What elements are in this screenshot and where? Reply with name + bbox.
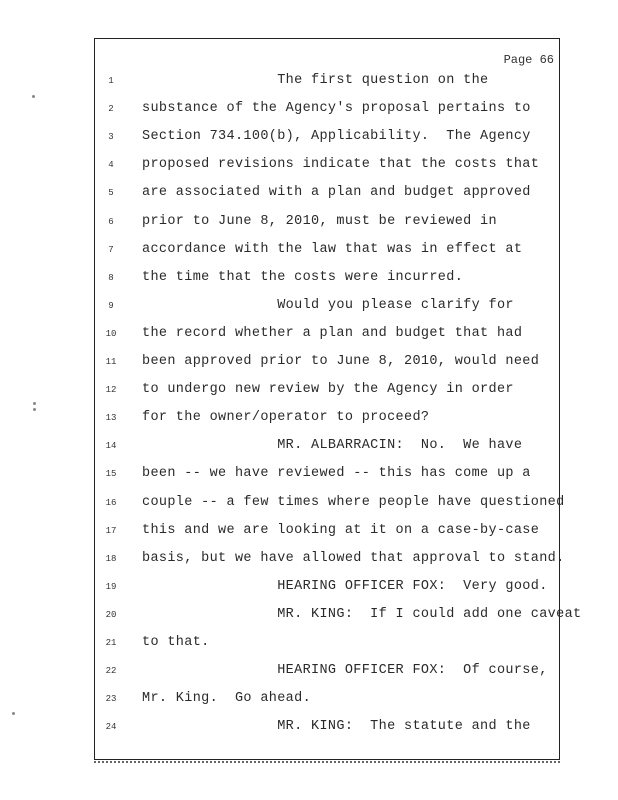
line-text: for the owner/operator to proceed?	[142, 410, 430, 426]
transcript-line	[0, 548, 618, 572]
line-text: the record whether a plan and budget that had	[142, 325, 523, 341]
line-text: to that.	[142, 635, 210, 650]
line-text: HEARING OFFICER FOX: Very good.	[142, 578, 548, 594]
transcript-line	[0, 407, 618, 431]
transcript-line	[0, 182, 618, 206]
scan-mark	[32, 95, 35, 98]
line-number: 2	[108, 104, 114, 115]
transcript-line	[0, 576, 618, 600]
transcript-line	[0, 239, 618, 263]
line-number: 19	[105, 581, 117, 592]
page-number: Page 66	[503, 53, 554, 67]
transcript-line	[0, 716, 618, 740]
transcript-line	[0, 492, 618, 516]
line-text: proposed revisions indicate that the costs that	[142, 157, 540, 173]
transcript-line	[0, 126, 618, 150]
transcript-line	[0, 154, 618, 178]
transcript-line	[0, 688, 618, 712]
line-text: substance of the Agency's proposal pertains to	[142, 101, 531, 117]
line-number: 6	[108, 216, 114, 227]
line-number: 4	[108, 160, 114, 171]
line-text: basis, but we have allowed that approval to stand.	[142, 550, 565, 566]
line-number: 8	[108, 272, 114, 283]
line-text: Mr. King. Go ahead.	[142, 691, 312, 707]
transcript-line	[0, 98, 618, 122]
transcript-line	[0, 660, 618, 684]
transcript-line	[0, 520, 618, 544]
line-number: 21	[105, 638, 117, 648]
line-number: 18	[105, 553, 117, 564]
transcript-line	[0, 632, 618, 656]
line-number: 3	[108, 132, 114, 143]
scan-mark	[12, 712, 15, 715]
line-text: to undergo new review by the Agency in order	[142, 382, 514, 398]
line-number: 17	[105, 525, 117, 536]
transcript-line	[0, 211, 618, 235]
page-bottom-edge	[94, 757, 560, 763]
line-text: accordance with the law that was in effect at	[142, 241, 523, 257]
transcript-line	[0, 463, 618, 487]
line-number: 20	[105, 609, 117, 620]
line-text: couple -- a few times where people have questioned	[142, 494, 565, 510]
line-number: 16	[105, 497, 117, 508]
line-number: 5	[108, 188, 114, 199]
transcript-line	[0, 70, 618, 94]
transcript-line	[0, 604, 618, 628]
line-number: 9	[108, 300, 114, 311]
line-number: 1	[108, 76, 114, 86]
transcript-line	[0, 435, 618, 459]
line-text: are associated with a plan and budget approved	[142, 185, 531, 201]
line-number: 11	[105, 357, 117, 367]
line-text: been -- we have reviewed -- this has come up a	[142, 466, 531, 482]
scan-mark	[33, 402, 36, 405]
line-number: 10	[105, 328, 117, 339]
line-text: prior to June 8, 2010, must be reviewed in	[142, 213, 497, 229]
transcript-line	[0, 323, 618, 347]
scan-mark	[33, 408, 36, 411]
line-text: MR. KING: The statute and the	[142, 719, 531, 735]
line-text: the time that the costs were incurred.	[142, 269, 464, 285]
line-text: Section 734.100(b), Applicability. The Agency	[142, 129, 531, 145]
transcript-line	[0, 379, 618, 403]
line-number: 7	[108, 244, 114, 255]
line-text: The first question on the	[142, 73, 489, 88]
transcript-line	[0, 351, 618, 375]
line-text: MR. ALBARRACIN: No. We have	[142, 438, 523, 454]
line-text: HEARING OFFICER FOX: Of course,	[142, 663, 548, 679]
line-text: been approved prior to June 8, 2010, would need	[142, 354, 540, 369]
line-text: Would you please clarify for	[142, 297, 514, 313]
line-number: 12	[105, 385, 117, 396]
line-number: 13	[105, 413, 117, 424]
transcript-line	[0, 267, 618, 291]
line-number: 15	[105, 469, 117, 480]
line-number: 23	[105, 694, 117, 705]
line-number: 22	[105, 666, 117, 677]
transcript-line	[0, 295, 618, 319]
line-number: 24	[105, 722, 117, 733]
line-text: this and we are looking at it on a case-by-case	[142, 522, 540, 538]
line-text: MR. KING: If I could add one caveat	[142, 606, 582, 622]
line-number: 14	[105, 441, 117, 452]
